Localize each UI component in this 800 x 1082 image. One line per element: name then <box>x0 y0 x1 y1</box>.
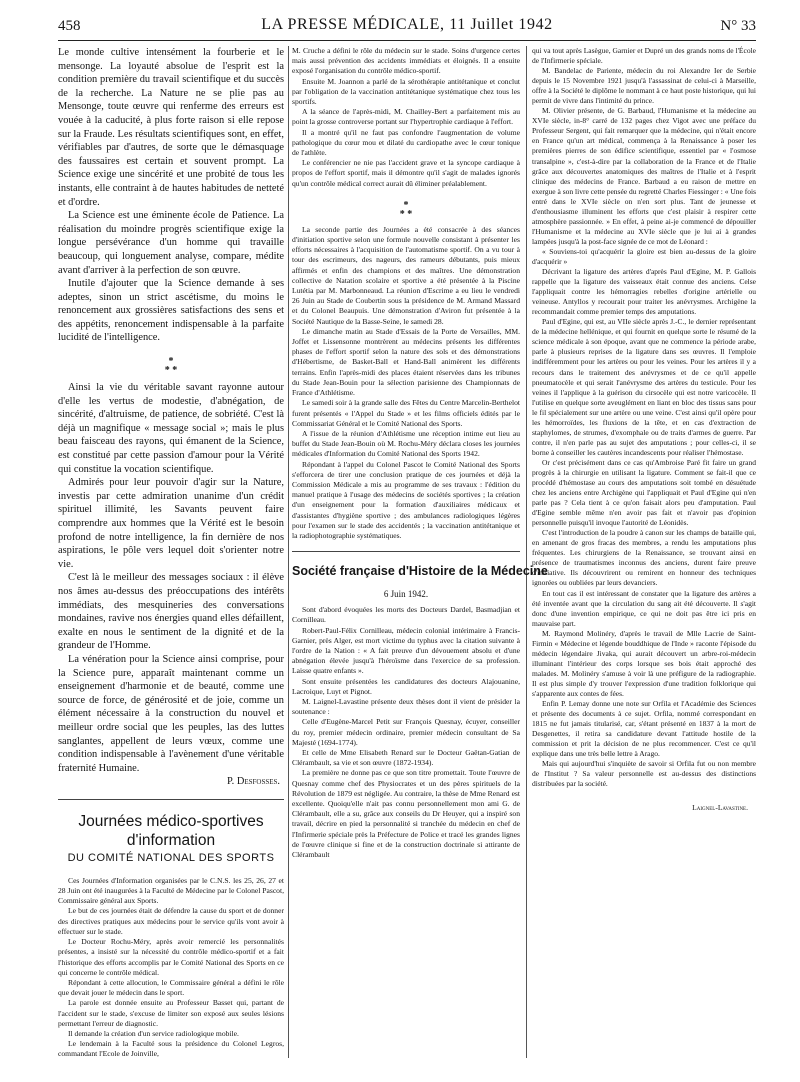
paragraph: Inutile d'ajouter que la Science demande à ses adeptes, sinon un strict ascétisme, du moins le renoncement aux grossières satisfactions des sens et des appétits, renoncement indispensable à la parfaite lucidité de l'intelligence. <box>58 278 284 344</box>
paragraph: C'est là le meilleur des messages sociaux : il élève nos âmes au-dessus des préoccupations des intérêts immédiats, des mesquineries des conversations mondaines, ravive nos énergies quand elles défaillent, exalte en nous le sentiment de la dignité et de la grandeur de l'Homme. <box>58 572 284 652</box>
section-stars: * * * <box>399 199 413 220</box>
page-header <box>58 18 756 36</box>
section-subtitle: DU COMITÉ NATIONAL DES SPORTS <box>67 851 275 864</box>
paragraph: Le samedi soir à la grande salle des Fêtes du Centre Marcelin-Berthelot furent présentés « l'Appel du Stade » et les films officiels édités par le Commissariat Général et le Comité National des Sports. <box>292 398 520 428</box>
paragraph: Ces Journées d'Information organisées par le C.N.S. les 25, 26, 27 et 28 Juin ont été inaugurées à la Faculté de Médecine par le Colonel Pascot, Commissaire général aux Sports. <box>58 875 284 906</box>
paragraph: M. Raymond Molinéry, d'après le travail de Mlle Lacrie de Saint-Firmin « Médecine et légende bouddhique de l'Inde » raconte l'épisode du médecin légendaire Jivaka, qui aurait découvert un arbre-roi-médecin illuminant l'intérieur des corps lorsque ses bois était approché des malades. M. Molinéry s'amuse à voir là une préfigure de la radiographie. Il est plus simple d'y trouver l'expression d'une tradition folklorique qui s'apparente aux contes de fées. <box>532 628 756 698</box>
paragraph: Le dimanche matin au Stade d'Essais de la Porte de Versailles, MM. Joffet et Lissensonne montrèrent au médecins présents les différentes phases de l'effort sportif selon la nature des sols et des démonstrations d'Hébertisme, de Basket-Ball et Hand-Ball animèrent les différents terrains. Enfin l'après-midi des places étaient réservées dans les tribunes du Stade Jean-Bouin pour la sélection parisienne des Championnats de France d'Athlétisme. <box>292 326 520 398</box>
page-number: 458 <box>58 18 81 34</box>
paragraph: Paul d'Egine, qui est, au VIIe siècle après J.-C., le dernier représentant de la médecine hellénique, et qui fournit en quelque sorte le résumé de la science médicale à son époque, avant que ne commence la période arabe, parle à plusieurs reprises de la ligature dans ses œuvres. Il l'emploie indifféremment pour les artères ou pour les veines. Pour les artères il y a recours dans le traitement des anévrysmes et de ce qu'il appelle pneumatocèle et qui serait l'anévrysme des artères du testicule. Pour les veines il l'applique à la guérison du cirsocèle qui est notre varicocèle. Il l'utilise en quelque sorte aveuglément en liant en bloc des tissus sans pour le fil spécialement sur une artère ou une veine. C'est ainsi qu'il opère pour les hémorroïdes, les fluxions de la tête, et en cas d'extraction de staphylomes, de strumes, d'exomphale ou de traits d'armes de guerre. Par contre, il n'en parle pas au sujet des amputations ; pour celles-ci, il se borne à conseiller les cautères incandescents pour réaliser l'hémostase. <box>532 317 756 457</box>
paragraph: Mais qui aujourd'hui s'inquiète de savoir si Orfila fut ou non membre de l'Institut ? Sa valeur personnelle est au-dessus des distinctions distribuées par la société. <box>532 759 756 789</box>
paragraph: qui va tout après Lasègue, Garnier et Dupré un des grands noms de l'École de l'Infirmerie spéciale. <box>532 46 756 66</box>
paragraph: La Science est une éminente école de Patience. La réalisation du moindre progrès scientifique exige la longue persévérance d'un homme qui travaille beaucoup, qui longuement analyse, compare, médite avant d'arriver à la perfection de son œuvre. <box>58 210 284 276</box>
publication-title: LA PRESSE MÉDICALE, 11 Juillet 1942 <box>261 16 553 33</box>
issue-number: N° 33 <box>720 18 756 34</box>
paragraph: Le conférencier ne nie pas l'accident grave et la syncope cardiaque à propos de l'effort sportif, mais il démontre qu'il s'agit de malades ignorés qu'un contrôle médical correct aurait dû éliminer préalablement. <box>292 158 520 188</box>
paragraph: La parole est donnée ensuite au Professeur Basset qui, partant de l'accident sur le stade, s'excuse de limiter son exposé aux seules lésions permettant l'erreur de diagnostic. <box>58 998 284 1028</box>
author-signature: Laignel-Lavastine. <box>692 803 748 813</box>
paragraph: La seconde partie des Journées a été consacrée à des séances d'initiation sportive selon une formule nouvelle consistant à présenter les efforts nécessaires à l'acquisition de l'automatisme sportif. On a vu tour à tour des escrimeurs, des nageurs, des rameurs débutants, puis mieux affirmés et enfin des champions et des maîtres. Une démonstration collective de Natation scolaire et sportive a été présentée à la Piscine Lutétia par M. Marbonneaud. La réunion d'Escrime a eu lieu le vendredi 26 Juin au Stade de Coubertin sous la présidence de M. Armand Massard et du Colonel Beaupuis. Une démonstration d'Aviron fut présentée à la Société Nautique de la Basse-Seine, le samedi 28. <box>292 224 520 326</box>
paragraph: Le lendemain à la Faculté sous la présidence du Colonel Legros, commandant l'Ecole de Joinville, <box>58 1039 284 1059</box>
paragraph: La première ne donne pas ce que son titre promettait. Toute l'œuvre de Quesnay comme chef des Physiocrates et un des pères spirituels de la Révolution de 1879 est négligée. Au contraire, la thèse de Mme Renard est excellente. Quoiqu'elle n'ait pas connu personnellement mon ami G. de Clérambault, elle a su, grâce aux conseils du Dr Heuyer, qui a inspiré son travail, décrire en pied la personnalité si tranchée du médecin en chef de l'Infirmerie spéciale près la Préfecture de Police et tracé les grandes lignes de l'œuvre clinique si fine et de la construction doctrinale si attirante de Clérambault <box>292 768 520 860</box>
essay-part-1 <box>58 46 284 345</box>
column-divider-2 <box>526 46 527 1058</box>
paragraph: M. Bandelac de Pariente, médecin du roi Alexandre Ier de Serbie depuis le 15 Novembre 1921 jusqu'à l'assassinat de celui-ci à Marseille, offre à la Société le diplôme le nommant à ce haut poste historique, qui lui permit de vivre dans l'intimité du prince. <box>532 66 756 106</box>
essay-part-2 <box>58 381 284 789</box>
section-separator <box>58 799 284 800</box>
paragraph: Enfin P. Lemay donne une note sur Orfila et l'Académie des Sciences et présente des documents à ce sujet. Orfila, nommé correspondant en 1815 ne fut jamais titularisé, car, s'étant présenté en 1837 à la mort de Desgenettes, il retira sa candidature devant l'attitude hostile de la commission et prit la décision de ne plus recommencer. C'est ce qu'il explique dans une très belle lettre à Arago. <box>532 699 756 759</box>
paragraph: Répondant à l'appel du Colonel Pascot le Comité National des Sports s'efforcera de tirer une conclusion pratique de ces journées et déjà la Commission Médicale a mis au programme de ses travaux : l'édition du manuel pratique à l'usage des médecins de sociétés sportives ; la création d'un enseignement pour la formation d'auxiliaires médicaux et d'assistantes d'hygiène sportive ; des ambulances radiologiques légères pour l'examen sur le stade des accidentés ; la vaccination antitétanique et la radiophotographie systématiques. <box>292 459 520 540</box>
column-1 <box>58 46 284 1072</box>
column-divider-1 <box>288 46 289 1058</box>
paragraph: Celle d'Eugène-Marcel Petit sur François Quesnay, écuyer, conseiller du roy, premier médecin ordinaire, premier médecin consultant de Sa Majesté (1694-1774). <box>292 717 520 747</box>
paragraph: Sont d'abord évoquées les morts des Docteurs Dardel, Basmadjian et Cornilleau. <box>292 605 520 625</box>
paragraph: « Souviens-toi qu'acquérir la gloire est bien au-dessus de la gloire d'acquérir » <box>532 246 756 266</box>
journees-report-continued <box>292 46 520 189</box>
paragraph: M. Laignel-Lavastine présente deux thèses dont il vient de présider la soutenance : <box>292 696 520 717</box>
paragraph: Et celle de Mme Elisabeth Renard sur le Docteur Gaëtan-Gatian de Clérambault, sa vie et son œuvre (1872-1934). <box>292 747 520 768</box>
paragraph: Robert-Paul-Félix Cornilleau, médecin colonial intérimaire à Francis-Garnier, près Alger, est mort victime du typhus avec la citation suivante à l'ordre de la Nation : « A fait preuve d'un dévouement absolu et d'une abnégation élevée jusqu'à l'héroïsme dans l'exercice de sa profession. Laisse quatre enfants ». <box>292 625 520 676</box>
column-2 <box>292 46 548 1072</box>
section-title: Société française d'Histoire de la Médecine <box>292 564 548 579</box>
section-stars: * * * <box>164 356 178 377</box>
paragraph: Or c'est précisément dans ce cas qu'Ambroise Paré fit faire un grand progrès à la chirurgie en utilisant la ligature. Comment se fait-il que ce procédé d'hémostase au cours des amputations soit tombé en désuétude chez les anciens entre Archigène qui l'appliquait et Paul d'Egine qui n'en parle pas ? Cela tient à ce qu'on faisait alors peu d'amputation. Paul d'Egine semble même n'en avoir pas fait et n'avoir pas d'opinion personnelle puisqu'il invoque l'autorité de Léonidès. <box>532 457 756 528</box>
paragraph: Décrivant la ligature des artères d'après Paul d'Egine, M. P. Gallois rappelle que la ligature des vaisseaux était connue des anciens. Celse l'appliquait contre les hémorragies rebelles d'origine artérielle ou veineuse. Antyllos y recourait pour traiter les anévrysmes. Archigène la recommandait comme premier temps des amputations. <box>532 267 756 317</box>
section-separator <box>292 551 520 552</box>
paragraph: Sont ensuite présentées les candidatures des docteurs Alajouanine, Lacroique, Luyt et Pignot. <box>292 676 520 696</box>
column-3 <box>532 46 756 1072</box>
header-rule <box>58 40 756 41</box>
paragraph: Le Docteur Rochu-Méry, après avoir remercié les personnalités présentes, a insisté sur la nécessité du contrôle médico-sportif et a fait l'historique des efforts accomplis par le Comité National des Sports en ce qui concerne le contrôle médical. <box>58 937 284 977</box>
paragraph: Ensuite M. Joannon a parlé de la sérothérapie antitétanique et conclut par l'obligation de la vaccination antitétanique systématique chez tous les sportifs. <box>292 76 520 107</box>
journees-report-part-2 <box>292 225 520 541</box>
societe-report <box>292 605 520 860</box>
session-date: 6 Juin 1942. <box>383 589 429 600</box>
paragraph: Il demande la création d'un service radiologique mobile. <box>68 1028 239 1038</box>
paragraph: M. Cruche a défini le rôle du médecin sur le stade. Soins d'urgence certes mais aussi prévention des accidents immédiats et éloignés. Il a ensuite exposé l'organisation du contrôle médico-sportif. <box>292 46 520 76</box>
paragraph: Le monde cultive intensément la fourberie et le mensonge. La loyauté absolue de l'esprit est la condition première du travail scientifique et du succès de la recherche. La Nature ne se plie pas au Mensonge, toute œuvre qui renferme des erreurs est vouée à la caducité, à plus forte raison si elle repose sur la Fraude. Les résultats scientifiques sont, en effet, vérifiables par d'autres, de sorte que le démasquage des faussaires est certain et souvent prompt. La Science exige une sincérité et une probité de tous les instants, elle contraint à de hautes habitudes de netteté et d'ordre. <box>58 47 284 208</box>
paragraph: Répondant à cette allocution, le Commissaire général a défini le rôle que devait jouer le médecin dans le sport. <box>58 977 284 998</box>
section-title: Journées médico-sportives d'information <box>78 812 264 849</box>
paragraph: En tout cas il est intéressant de constater que la ligature des artères a été inventée avant que la circulation du sang ait été découverte. Il s'agit donc d'une invention empirique, ce qui ne doit pas être ici pris en mauvaise part. <box>532 588 756 628</box>
paragraph: A la séance de l'après-midi, M. Chailley-Bert a parfaitement mis au point la grosse controverse portant sur l'hypertrophie cardiaque à l'effort. <box>292 107 520 127</box>
paragraph: Admirés pour leur pouvoir d'agir sur la Nature, investis par cette admiration unanime d'un crédit spirituel illimité, les Savants peuvent faire comprendre aux hommes que la Vérité est le besoin profond de notre intelligence, la fin dernière de nos aspirations, le pôle vers lequel doit s'orienter notre vie. <box>58 477 284 570</box>
author-signature: P. Desfosses. <box>227 776 280 788</box>
paragraph: A l'issue de la réunion d'Athlétisme une réception intime eut lieu au buffet du Stade Jean-Bouin où M. Rochu-Méry déclara closes les journées médicales d'Information du Comité National des Sports 1942. <box>292 428 520 459</box>
paragraph: Il a montré qu'il ne faut pas confondre l'augmentation de volume pathologique du cœur mou et dilaté du cardiopathe avec le cœur tonique de l'athlète. <box>292 127 520 158</box>
paragraph: Le but de ces journées était de défendre la cause du sport et de donner des directives pratiques aux médecins pour le service qu'ils vont avoir à effectuer sur le stade. <box>58 906 284 936</box>
paragraph: M. Olivier présente, de G. Barbaud, l'Humanisme et la médecine au XVIe siècle, in-8° carré de 132 pages chez Vigot avec une préface du Professeur Sergent, qui fait remarquer que la médecine, qui n'était encore en France qu'un art médical, commença à la Renaissance à poser les premières pierres de son édifice scientifique, essentiel par « l'osmose transalpine », c'est-à-dire par la collaboration de la France et de l'Italie grâce aux découvertes anatomiques des maîtres de l'Italie et à l'esprit clinique des médecins de France. Barbaud a eu raison de mettre en exergue à son livre cette pensée du regretté Charles Fiessinger : « Une fois entré dans le XVIe siècle on n'en sort plus. Tant de jeunesse et d'enthousiasme illuminent les efforts que c'est plaisir à respirer cette atmosphère passionnée. » En effet, à peine ai-je commencé de dépouiller l'Humanisme et la médecine au XVIe siècle que je lui ai à grandes lampées jusqu'à la post-face signée de ce mot de Léonard : <box>532 106 756 246</box>
paragraph: Ainsi la vie du véritable savant rayonne autour d'elle les vertus de modestie, d'abnégation, de sincérité, d'altruisme, de patience, de sobriété. C'est là déjà un magnifique « message social »; mais le plus beau faisceau des rayons, qui émanent de la Science, est constitué par cette passion d'amour pour la Vérité qui constitue la vocation scientifique. <box>58 382 284 475</box>
paragraph: C'est l'introduction de la poudre à canon sur les champs de bataille qui, en amenant de gros fracas des membres, a rendu les amputations plus fréquentes. Les chirurgiens de la Renaissance, se trouvant ainsi en présence de traumatismes inconnus des anciens, durent faire preuve d'initiative. Ils découvrirent ou remirent en honneur des techniques ignorées ou oubliées par leurs devanciers. <box>532 528 756 588</box>
journees-report <box>58 876 284 1060</box>
paragraph: La vénération pour la Science ainsi comprise, pour la Science pure, apparaît maintenant comme un enseignement d'harmonie et de beauté, comme une source de force, de générosité et de joie, comme un élément nécessaire à la construction du nouvel et meilleur ordre social que les peuples, las des luttes sanglantes, appellent de leurs vœux, comme une condition indispensable à l'avènement d'une véritable fraternité Humaine. <box>58 653 284 774</box>
societe-report-continued <box>532 46 756 789</box>
